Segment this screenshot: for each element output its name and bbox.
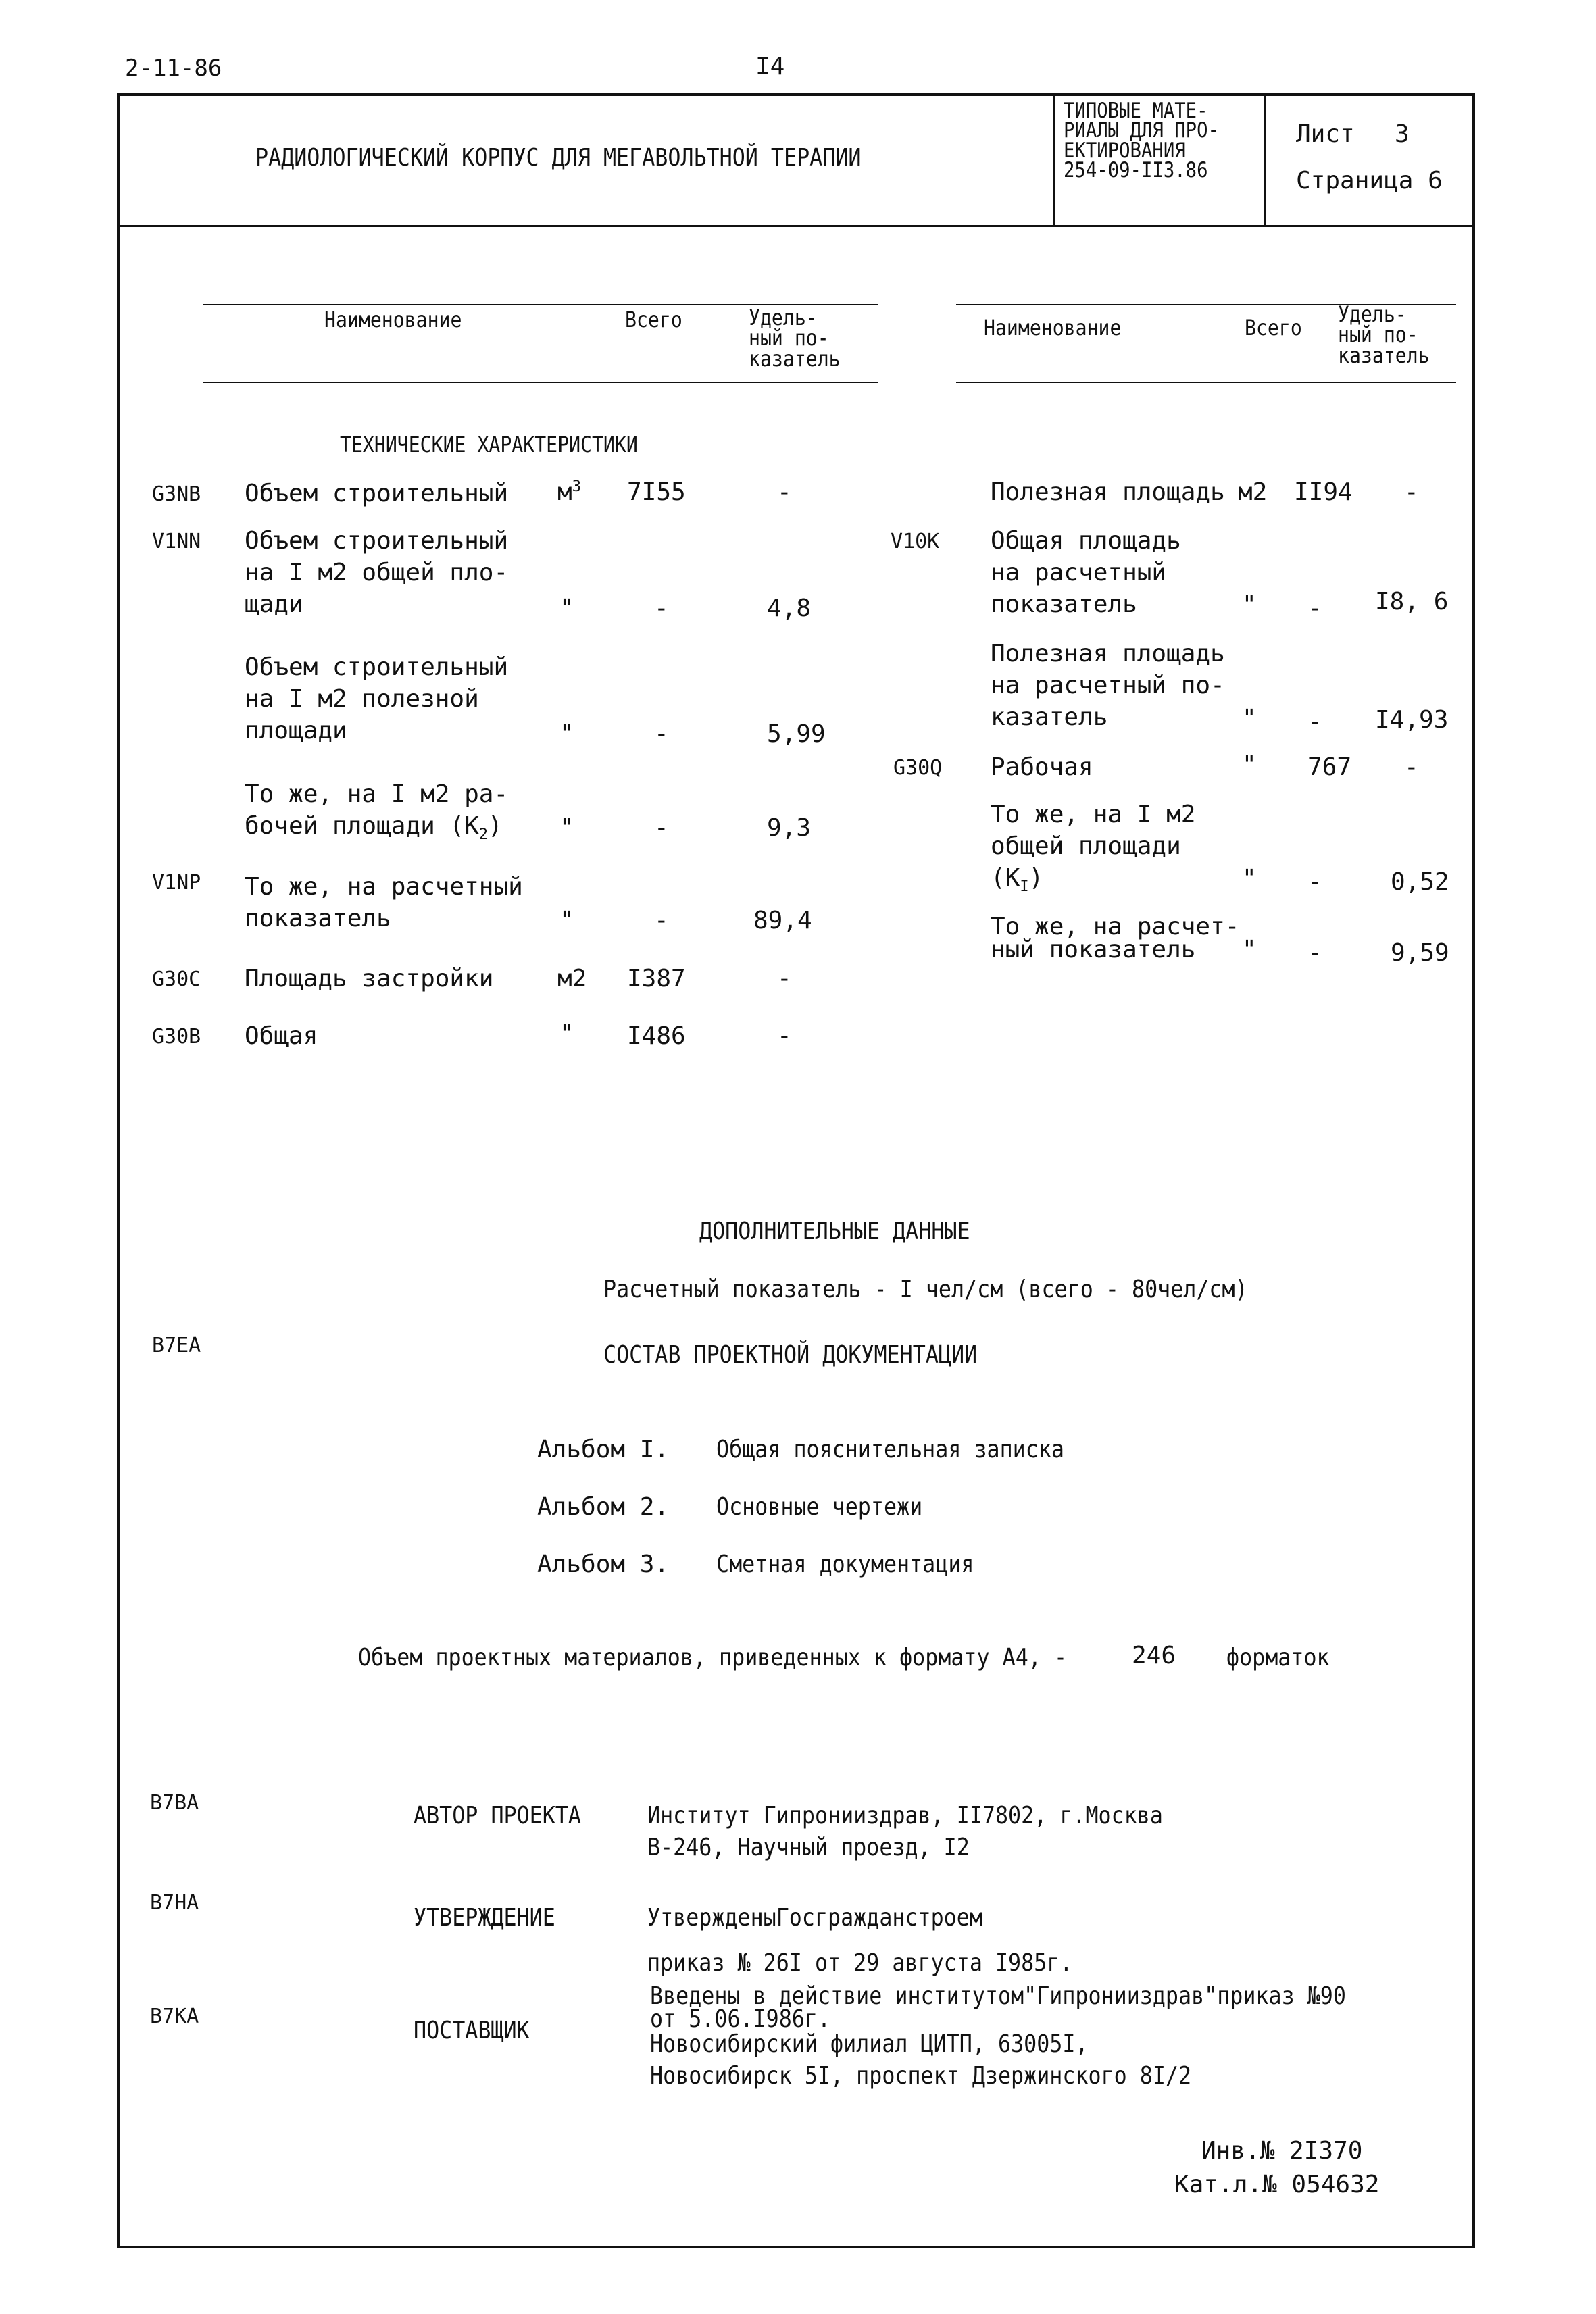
row-name-end: ) <box>488 811 503 840</box>
table-row-name: Площадь застройки <box>245 965 494 992</box>
author-text: Институт Гипронииздрав, II7802, г.Москва В-246, Научный проезд, I2 <box>647 1802 1163 1861</box>
table-row-unit <box>557 478 581 506</box>
table-row-name: То же, на расчет- ный показатель <box>991 913 1240 964</box>
table-row-name: Объем строительный <box>245 480 509 507</box>
approval-code: B7HA <box>150 1891 199 1915</box>
table-row-unit: " <box>559 720 574 748</box>
approval-label: УТВЕРЖДЕНИЕ <box>414 1904 555 1932</box>
table-row-specific: - <box>777 1022 792 1050</box>
table-row-unit: " <box>559 814 574 842</box>
volume-unit: форматок <box>1226 1644 1330 1671</box>
table-row-specific: I4,93 <box>1375 706 1449 734</box>
sheet-label: Лист <box>1296 120 1355 148</box>
table-row-total: - <box>1307 939 1322 967</box>
table-row-unit: м2 <box>557 965 587 992</box>
approval-line-1: УтвержденыГосгражданстроем <box>647 1904 982 1932</box>
table-row-unit: " <box>559 907 574 934</box>
doc-composition-title: СОСТАВ ПРОЕКТНОЙ ДОКУМЕНТАЦИИ <box>603 1341 978 1369</box>
left-header-total: Всего <box>625 307 682 332</box>
table-row-specific: 5,99 <box>767 720 826 748</box>
table-row-total: - <box>1307 868 1322 896</box>
table-row-name: Рабочая <box>991 753 1093 781</box>
author-label: АВТОР ПРОЕКТА <box>414 1802 581 1830</box>
table-row-unit: " <box>1242 591 1257 619</box>
row-name-text: То же, на I м2 ра- бочей площади (К <box>245 780 509 840</box>
catalog-number: Кат.л.№ 054632 <box>1174 2171 1380 2198</box>
volume-value: 246 <box>1132 1642 1176 1669</box>
document-title: РАДИОЛОГИЧЕСКИЙ КОРПУС ДЛЯ МЕГАВОЛЬТНОЙ ТЕРАПИИ <box>255 144 862 172</box>
table-row-name: Полезная площадь <box>991 478 1225 506</box>
album-label: Альбом 2. <box>537 1493 670 1521</box>
supplier-label: ПОСТАВЩИК <box>414 2017 530 2044</box>
table-row-specific: - <box>777 478 792 506</box>
table-row-code: G3NB <box>152 482 201 506</box>
title-block-divider-1 <box>1053 93 1055 226</box>
table-row-specific: 89,4 <box>753 907 812 934</box>
title-block-bottom-line <box>117 225 1475 227</box>
right-header-specific: Удель- ный по- казатель <box>1338 301 1430 368</box>
row-name-end: ) <box>1028 863 1044 892</box>
left-header-specific: Удель- ный по- казатель <box>749 305 841 372</box>
right-table-header-line <box>956 382 1456 383</box>
table-row-code: V1NP <box>152 871 201 895</box>
table-row-name: Объем строительный на I м2 полезной площади <box>245 653 509 745</box>
table-row-name <box>245 779 508 845</box>
approval-line-2: приказ № 26I от 29 августа I985г. <box>647 1949 1073 1977</box>
table-row-code: V1NN <box>152 530 201 553</box>
sheet-number: 3 <box>1395 120 1410 148</box>
table-row-name: Общая <box>245 1022 318 1050</box>
inventory-number: Инв.№ 2I370 <box>1201 2137 1363 2165</box>
album-label: Альбом I. <box>537 1436 670 1463</box>
table-row-specific: 4,8 <box>767 595 812 622</box>
table-row-code: G30C <box>152 967 201 991</box>
table-row-total: - <box>1307 595 1322 622</box>
table-row-code: V10K <box>891 530 940 553</box>
table-row-name: Полезная площадь на расчетный по- казатель <box>991 640 1225 731</box>
table-row-total: 767 <box>1307 753 1352 781</box>
table-row-unit: " <box>1242 865 1257 892</box>
left-header-name: Наименование <box>324 307 462 332</box>
supplier-text: Новосибирский филиал ЦИТП, 63005I, Новосибирск 5I, проспект Дзержинского 8I/2 <box>650 2030 1192 2090</box>
table-row-specific: - <box>777 965 792 992</box>
right-header-total: Всего <box>1245 315 1302 341</box>
unit-text: м <box>557 478 572 506</box>
album-label: Альбом 3. <box>537 1551 670 1578</box>
album-text: Общая пояснительная записка <box>716 1436 1064 1463</box>
page-number: I4 <box>755 53 785 80</box>
table-row-name: Объем строительный на I м2 общей пло- щади <box>245 527 509 618</box>
table-row-unit: " <box>559 1020 574 1048</box>
approval-line-3: Введены в действие институтом"Гипронииздрав"приказ №90 от 5.06.I986г. <box>650 1982 1346 2034</box>
table-row-specific: - <box>1404 753 1419 781</box>
table-row-unit: " <box>559 595 574 622</box>
supplier-code: B7KA <box>150 2005 199 2028</box>
album-text: Основные чертежи <box>716 1493 923 1521</box>
author-code: B7BA <box>150 1791 199 1815</box>
table-row-total: - <box>654 907 669 934</box>
table-row-total: I387 <box>627 965 686 992</box>
row-name-text: То же, на I м2 общей площади (К <box>991 801 1196 892</box>
table-row-name: То же, на расчетный показатель <box>245 873 523 932</box>
table-row-total: - <box>654 720 669 748</box>
table-row-specific: - <box>1404 478 1419 506</box>
table-row-total: - <box>654 814 669 842</box>
table-row-unit: " <box>1242 936 1257 963</box>
section-title: ТЕХНИЧЕСКИЕ ХАРАКТЕРИСТИКИ <box>340 432 638 457</box>
table-row-total: II94 <box>1294 478 1353 506</box>
table-row-unit: " <box>1242 705 1257 732</box>
series-designation: ТИПОВЫЕ МАТЕ- РИАЛЫ ДЛЯ ПРО- ЕКТИРОВАНИЯ 254-09-II3.86 <box>1064 99 1219 183</box>
table-row-name <box>991 799 1195 897</box>
title-block-divider-2 <box>1264 93 1266 226</box>
table-row-total: I486 <box>627 1022 686 1050</box>
table-row-specific: 9,3 <box>767 814 812 842</box>
row-name-subscript: I <box>1020 878 1029 895</box>
left-table-header-line <box>203 382 878 383</box>
table-row-specific: 9,59 <box>1391 939 1449 967</box>
page-label: Страница 6 <box>1296 167 1443 195</box>
table-row-specific: 0,52 <box>1391 868 1449 896</box>
table-row-total: 7I55 <box>627 478 686 506</box>
additional-data-title: ДОПОЛНИТЕЛЬНЫЕ ДАННЫЕ <box>699 1217 970 1245</box>
unit-superscript: 3 <box>572 478 581 495</box>
doc-section-code: B7EA <box>152 1334 201 1357</box>
table-row-code: G30Q <box>893 756 943 780</box>
date-stamp: 2-11-86 <box>125 55 222 82</box>
album-text: Сметная документация <box>716 1551 974 1578</box>
volume-text: Объем проектных материалов, приведенных к формату А4, - <box>358 1644 1068 1671</box>
table-row-total: - <box>1307 708 1322 736</box>
table-row-unit: м2 <box>1238 478 1268 506</box>
calc-indicator-line: Расчетный показатель - I чел/см (всего - 80чел/см) <box>603 1276 1248 1303</box>
row-name-subscript: 2 <box>478 826 489 843</box>
right-header-name: Наименование <box>984 315 1122 341</box>
table-row-total: - <box>654 595 669 622</box>
table-row-unit: " <box>1242 751 1257 779</box>
table-row-specific: I8, 6 <box>1375 588 1449 615</box>
table-row-name: Общая площадь на расчетный показатель <box>991 527 1181 618</box>
table-row-code: G30B <box>152 1025 201 1049</box>
